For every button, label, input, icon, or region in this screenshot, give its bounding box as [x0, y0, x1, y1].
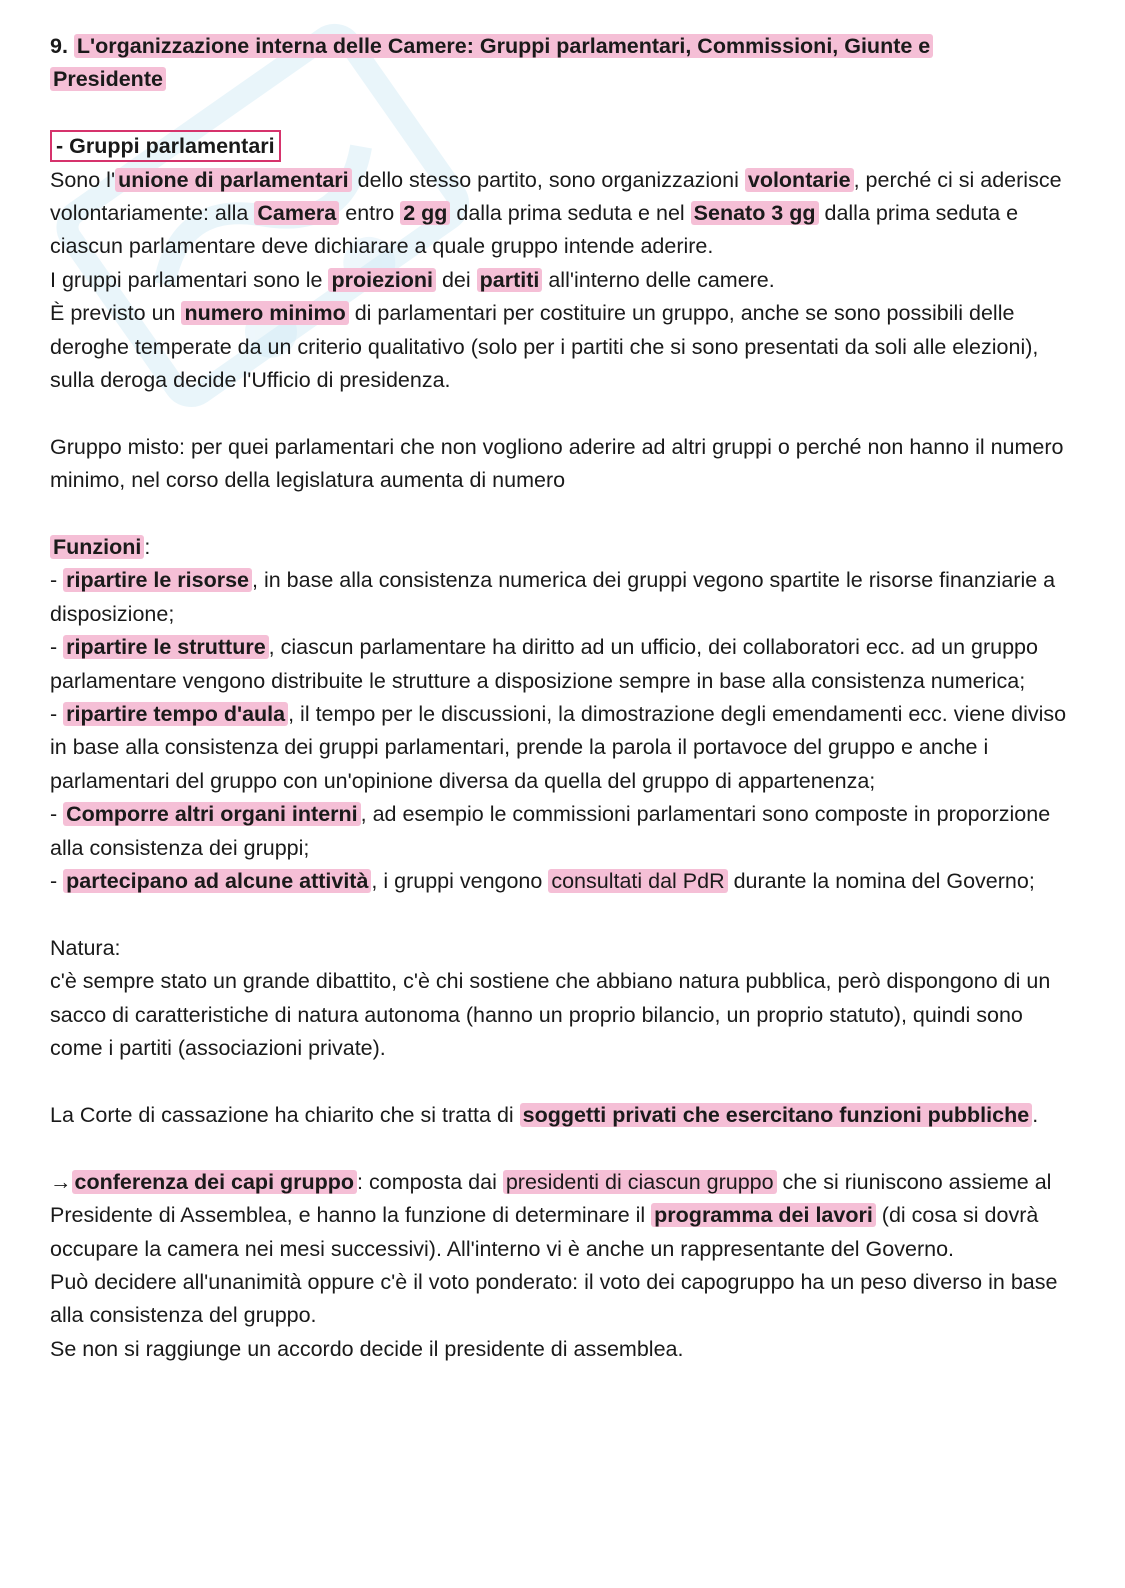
title-highlight-2: Presidente	[50, 67, 166, 91]
funzioni-item-1: - ripartire le risorse , in base alla consistenza numerica dei gruppi vegono spartite le risorse finanziarie a disposizione;	[50, 568, 1056, 626]
highlight-text: Camera	[254, 201, 339, 225]
highlight-text: conferenza dei capi gruppo	[72, 1170, 358, 1194]
paragraph-gruppo-misto: Gruppo misto: per quei parlamentari che non vogliono aderire ad altri gruppi o perché non hanno il numero minimo, nel corso della legislatura aumenta di numero	[50, 434, 1064, 493]
document-title: 9. L'organizzazione interna delle Camere: Gruppi parlamentari, Commissioni, Giunte e Presidente	[50, 30, 1080, 97]
natura-heading: Natura:	[50, 935, 121, 960]
funzioni-item-4: - Comporre altri organi interni , ad esempio le commissioni parlamentari sono composte in proporzione alla consistenza dei gruppi;	[50, 802, 1051, 860]
highlight-text: consultati dal PdR	[548, 869, 727, 893]
section-heading: - Gruppi parlamentari	[50, 130, 281, 162]
paragraph-natura: c'è sempre stato un grande dibattito, c'è chi sostiene che abbiano natura pubblica, però dispongono di un sacco di caratteristiche di natura autonoma (hanno un proprio bilancio, un proprio statuto), quindi sono come i partiti (associazioni private).	[50, 969, 1051, 1061]
paragraph-definition: Sono l' unione di parlamentari dello stesso partito, sono organizzazioni volontarie , perché ci si aderisce volontariamente: alla Camera entro 2 gg dalla prima seduta e nel Senato 3 gg dalla prima seduta e ciascun parlamentare deve dichiarare a quale gruppo intende aderire.	[50, 167, 1062, 259]
highlight-text: partecipano ad alcune attività	[63, 869, 371, 893]
section-heading-row	[50, 130, 1080, 163]
title-highlight: L'organizzazione interna delle Camere: Gruppi parlamentari, Commissioni, Giunte e	[74, 34, 933, 58]
paragraph-numero-minimo: È previsto un numero minimo di parlamentari per costituire un gruppo, anche se sono possibili delle deroghe temperate da un criterio qualitativo (solo per i partiti che si sono presentati da soli alle elezioni), sulla deroga decide l'Ufficio di presidenza.	[50, 301, 1039, 393]
paragraph-conferenza: → conferenza dei capi gruppo : composta dai presidenti di ciascun gruppo che si riuniscono assieme al Presidente di Assemblea, e hanno la funzione di determinare il programma dei lavori (di cosa si dovrà occupare la camera nei mesi successivi). All'interno vi è anche un rappresentante del Governo.	[50, 1169, 1052, 1261]
highlight-text: Senato 3 gg	[691, 201, 819, 225]
funzioni-heading: Funzioni :	[50, 531, 1080, 564]
highlight-text: programma dei lavori	[651, 1203, 876, 1227]
highlight-text: soggetti privati che esercitano funzioni pubbliche	[520, 1103, 1033, 1127]
highlight-text: Funzioni	[50, 535, 144, 559]
highlight-text: partiti	[477, 268, 543, 292]
highlight-text: unione di parlamentari	[115, 168, 352, 192]
paragraph-voto: Può decidere all'unanimità oppure c'è il voto ponderato: il voto dei capogruppo ha un peso diverso in base alla consistenza del gruppo.	[50, 1269, 1058, 1328]
highlight-text: numero minimo	[181, 301, 348, 325]
highlight-text: proiezioni	[328, 268, 436, 292]
funzioni-item-3: - ripartire tempo d'aula , il tempo per le discussioni, la dimostrazione degli emendamenti ecc. viene diviso in base alla consistenza dei gruppi parlamentari, prende la parola il portavoce del gruppo e anche i parlamentari del gruppo con un'opinione diversa da quella del gruppo di appartenenza;	[50, 702, 1067, 793]
highlight-text: 2 gg	[400, 201, 450, 225]
funzioni-item-2: - ripartire le strutture , ciascun parlamentare ha diritto ad un ufficio, dei collaboratori ecc. ad un gruppo parlamentare vengono distribuite le strutture a disposizione sempre in base alla consistenza numerica;	[50, 635, 1038, 693]
highlight-text: volontarie	[745, 168, 854, 192]
highlight-text: ripartire le risorse	[63, 568, 252, 592]
arrow-icon: →	[50, 1169, 72, 1194]
highlight-text: ripartire le strutture	[63, 635, 269, 659]
funzioni-item-5: - partecipano ad alcune attività , i gruppi vengono consultati dal PdR durante la nomina del Governo;	[50, 869, 1035, 894]
highlight-text: Comporre altri organi interni	[63, 802, 360, 826]
document-page	[50, 30, 1080, 1366]
paragraph-cassazione: La Corte di cassazione ha chiarito che si tratta di soggetti privati che esercitano funzioni pubbliche .	[50, 1102, 1039, 1127]
paragraph-accordo: Se non si raggiunge un accordo decide il presidente di assemblea.	[50, 1336, 684, 1361]
paragraph-proiezioni: I gruppi parlamentari sono le proiezioni dei partiti all'interno delle camere.	[50, 267, 775, 292]
highlight-text: ripartire tempo d'aula	[63, 702, 288, 726]
highlight-text: presidenti di ciascun gruppo	[503, 1170, 777, 1194]
